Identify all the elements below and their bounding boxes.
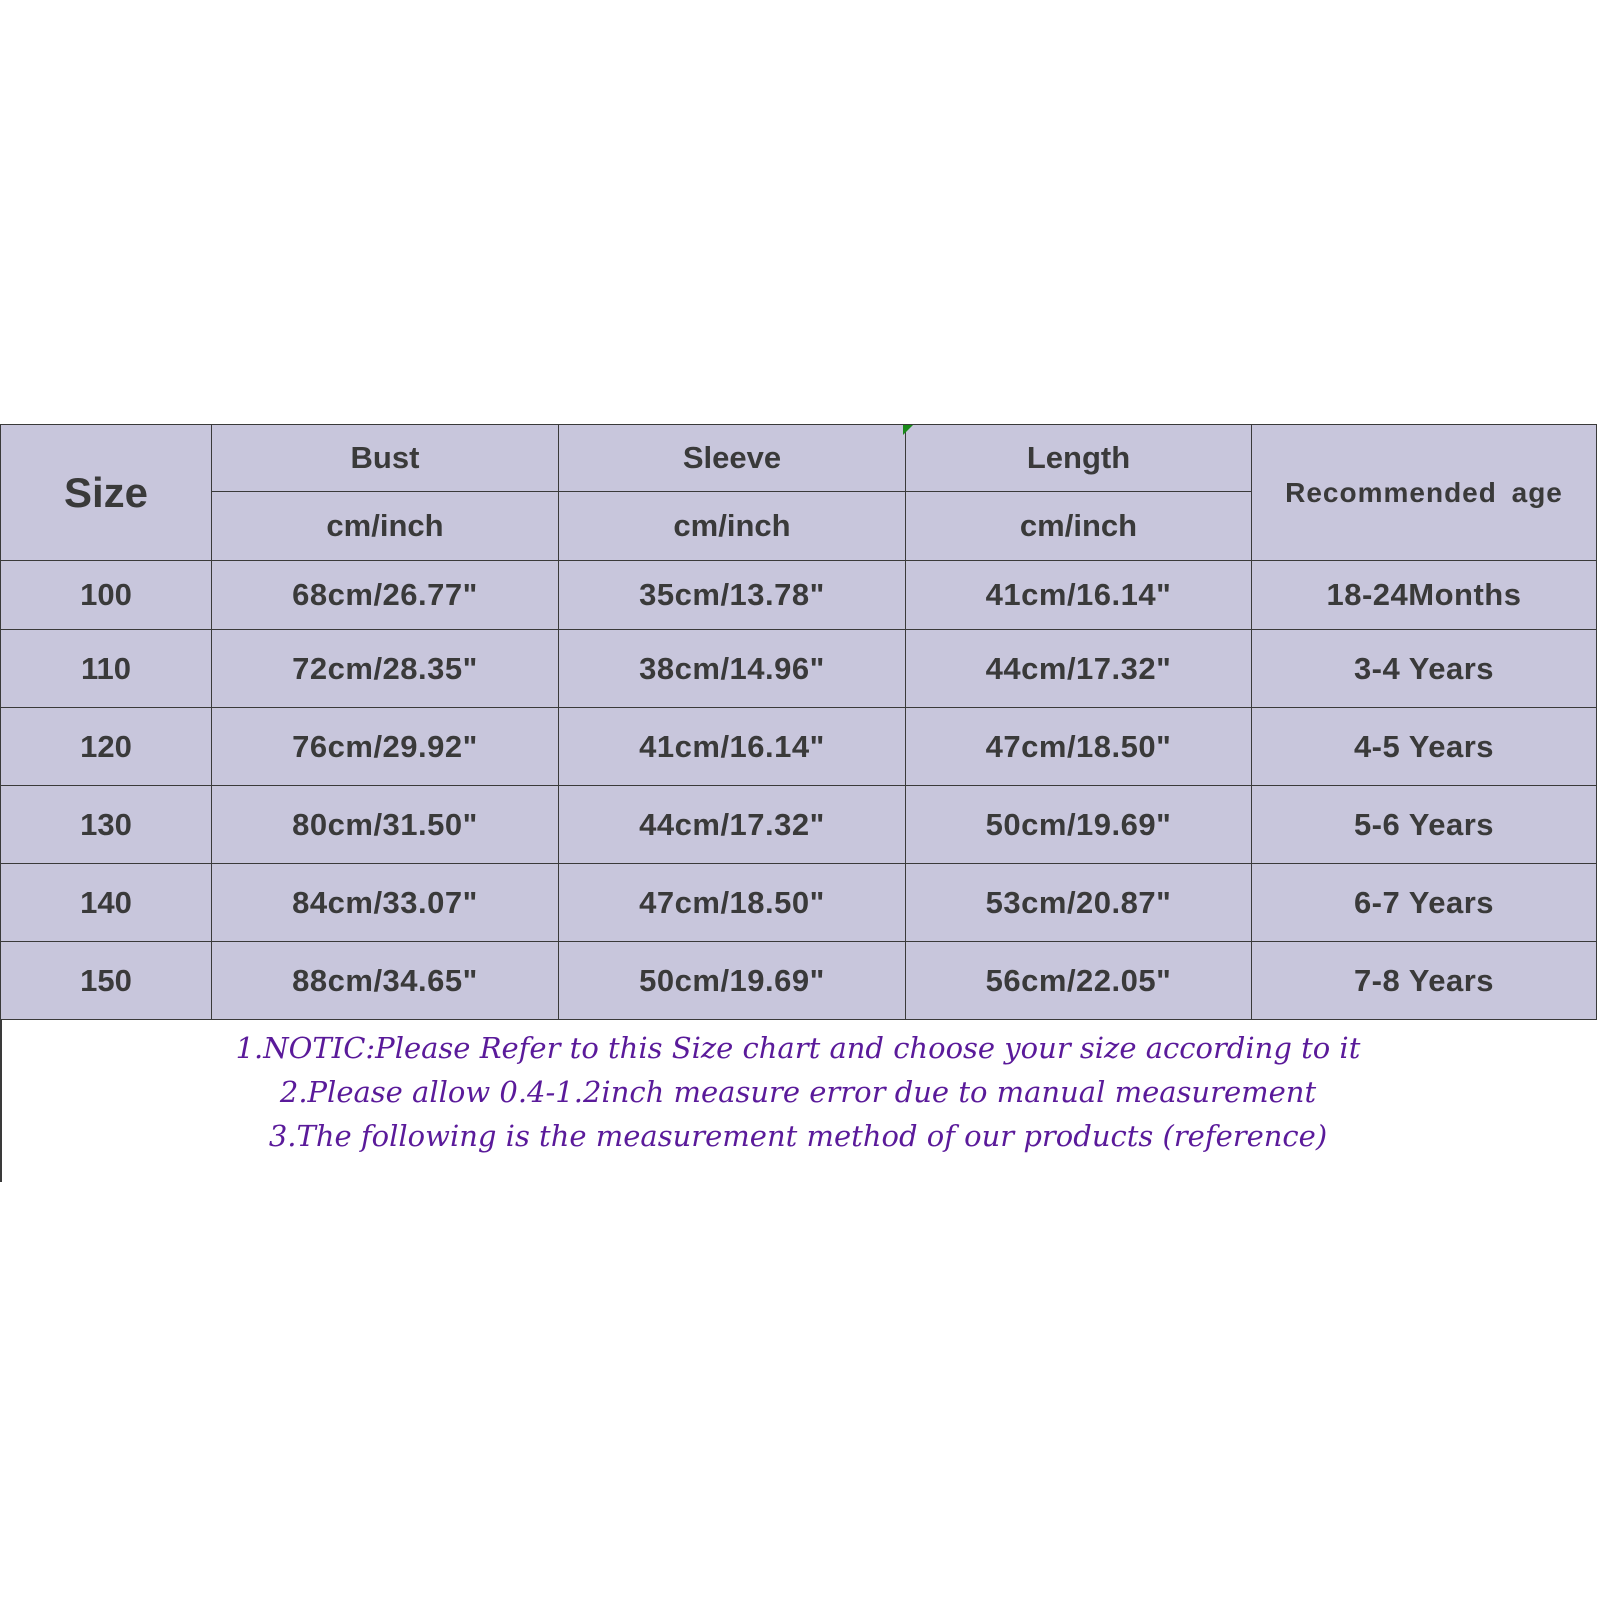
table-row (1, 864, 1597, 942)
row-age: 6-7 Years (1252, 864, 1597, 942)
row-age: 5-6 Years (1252, 786, 1597, 864)
note-1: 1.NOTIC:Please Refer to this Size chart and choose your size according to it (235, 1031, 1361, 1065)
note-3: 3.The following is the measurement method of our products (reference) (268, 1119, 1328, 1153)
row-bust: 72cm/28.35" (212, 630, 559, 708)
table-body (1, 561, 1597, 1020)
row-bust: 68cm/26.77" (212, 561, 559, 630)
unit-sleeve: cm/inch (559, 492, 906, 561)
table-row (1, 708, 1597, 786)
header-size: Size (1, 425, 212, 561)
row-size: 100 (1, 561, 212, 630)
row-size: 120 (1, 708, 212, 786)
row-length: 47cm/18.50" (906, 708, 1252, 786)
row-sleeve: 41cm/16.14" (559, 708, 906, 786)
row-bust: 80cm/31.50" (212, 786, 559, 864)
row-length: 53cm/20.87" (906, 864, 1252, 942)
note-2: 2.Please allow 0.4-1.2inch measure error due to manual measurement (279, 1075, 1317, 1109)
unit-length: cm/inch (906, 492, 1252, 561)
row-size: 150 (1, 942, 212, 1020)
row-size: 140 (1, 864, 212, 942)
row-age: 18-24Months (1252, 561, 1597, 630)
row-bust: 76cm/29.92" (212, 708, 559, 786)
table-header-row (1, 425, 1597, 492)
row-length: 50cm/19.69" (906, 786, 1252, 864)
row-bust: 88cm/34.65" (212, 942, 559, 1020)
size-chart-table (0, 424, 1597, 1020)
header-recommended-age: Recommended age (1252, 425, 1597, 561)
row-sleeve: 47cm/18.50" (559, 864, 906, 942)
table-row (1, 786, 1597, 864)
row-length: 41cm/16.14" (906, 561, 1252, 630)
row-sleeve: 35cm/13.78" (559, 561, 906, 630)
row-age: 3-4 Years (1252, 630, 1597, 708)
table-row (1, 630, 1597, 708)
header-bust: Bust (212, 425, 559, 492)
row-size: 130 (1, 786, 212, 864)
row-sleeve: 44cm/17.32" (559, 786, 906, 864)
row-sleeve: 38cm/14.96" (559, 630, 906, 708)
header-sleeve: Sleeve (559, 425, 906, 492)
unit-bust: cm/inch (212, 492, 559, 561)
green-corner-mark (903, 425, 913, 435)
row-length: 56cm/22.05" (906, 942, 1252, 1020)
row-size: 110 (1, 630, 212, 708)
row-age: 7-8 Years (1252, 942, 1597, 1020)
header-length: Length (906, 425, 1252, 492)
row-length: 44cm/17.32" (906, 630, 1252, 708)
size-notes (0, 1026, 1596, 1158)
table-row (1, 561, 1597, 630)
row-sleeve: 50cm/19.69" (559, 942, 906, 1020)
row-bust: 84cm/33.07" (212, 864, 559, 942)
table-row (1, 942, 1597, 1020)
row-age: 4-5 Years (1252, 708, 1597, 786)
